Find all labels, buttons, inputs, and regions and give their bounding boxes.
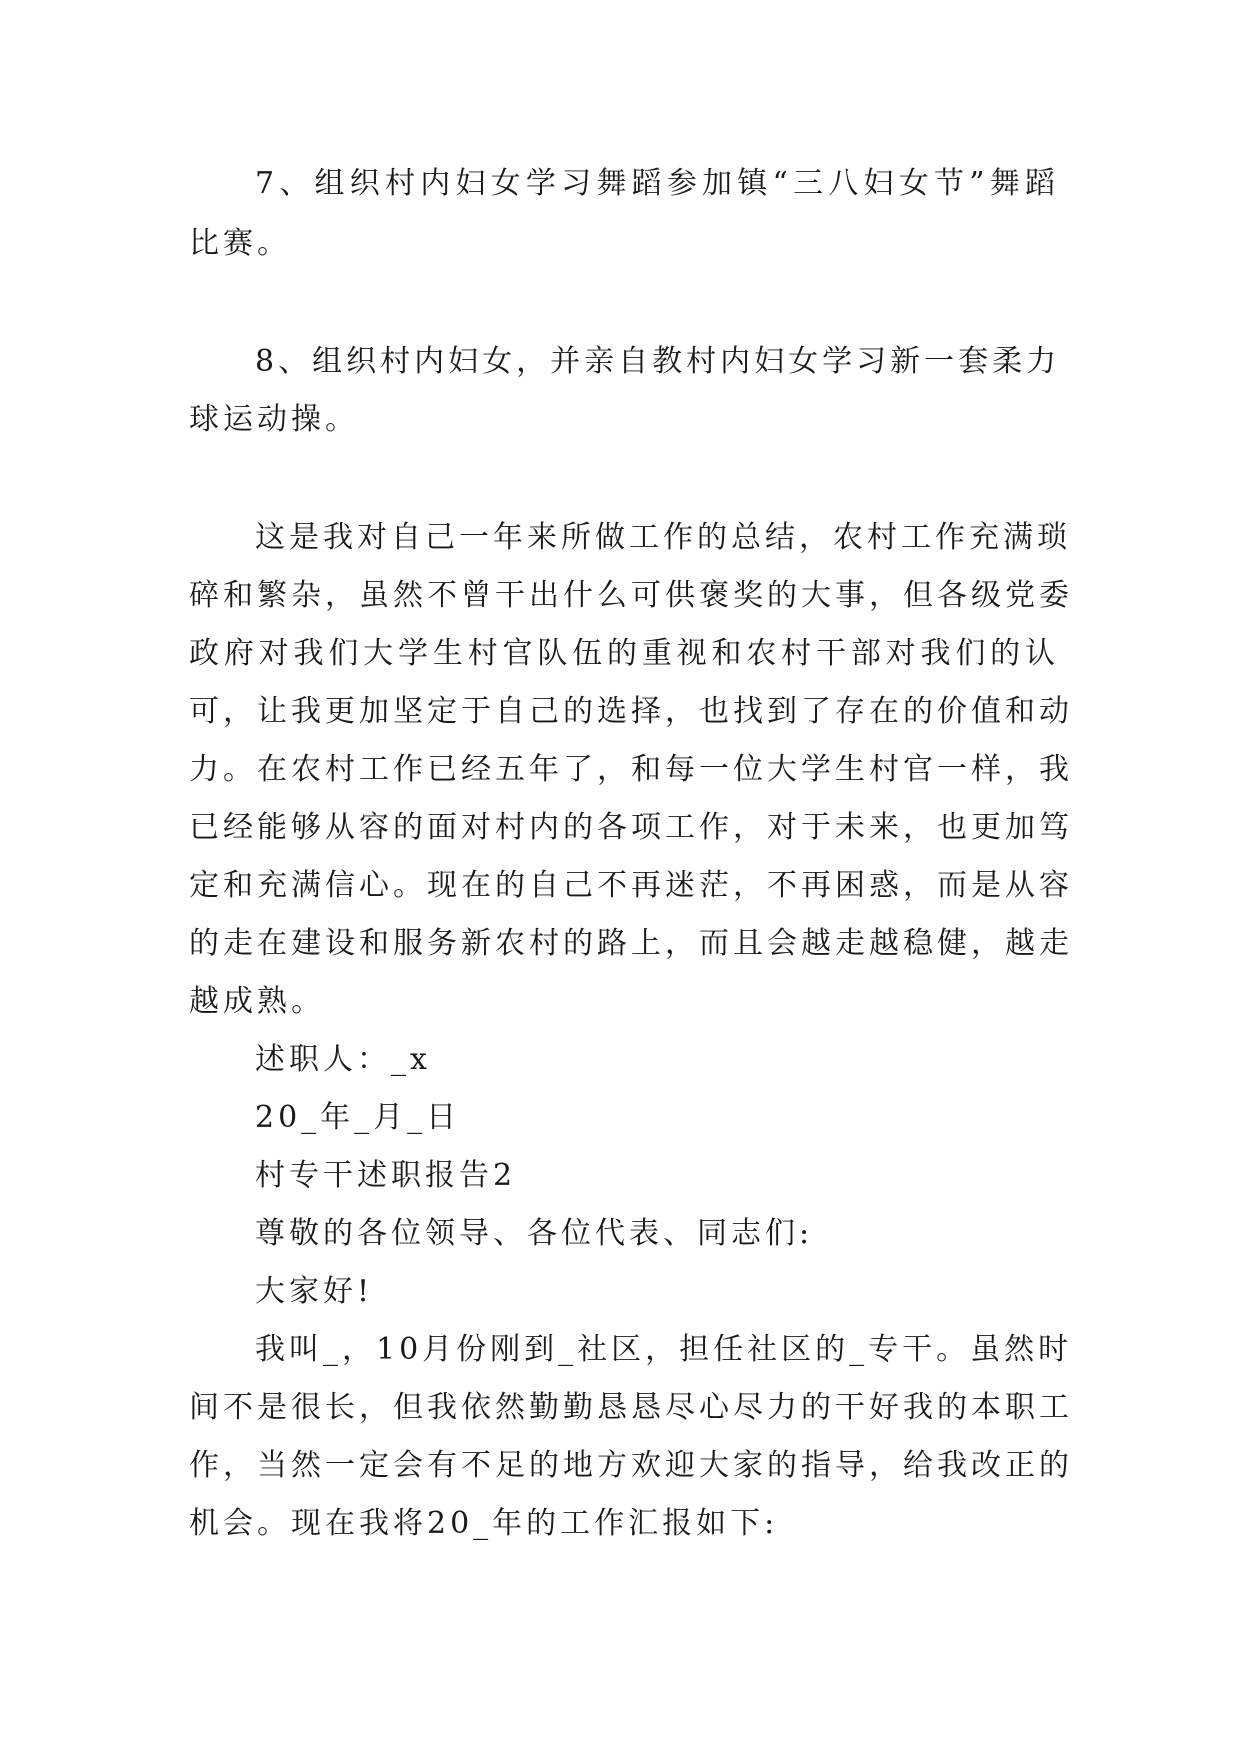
paragraph-line: 的走在建设和服务新农村的路上，而且会越走越稳健，越走 xyxy=(189,926,1073,961)
paragraph-line: 间不是很长，但我依然勤勤恳恳尽心尽力的干好我的本职工 xyxy=(189,1390,1073,1425)
paragraph-line: 8、组织村内妇女，并亲自教村内妇女学习新一套柔力 xyxy=(255,344,1061,379)
paragraph-line: 作，当然一定会有不足的地方欢迎大家的指导，给我改正的 xyxy=(189,1448,1073,1483)
paragraph-line: 越成熟。 xyxy=(189,984,325,1019)
paragraph-line: 已经能够从容的面对村内的各项工作，对于未来，也更加笃 xyxy=(189,810,1073,845)
paragraph-line: 定和充满信心。现在的自己不再迷茫，不再困惑，而是从容 xyxy=(189,868,1073,903)
salutation-line: 尊敬的各位领导、各位代表、同志们: xyxy=(255,1216,814,1251)
date-line: 20_年_月_日 xyxy=(255,1100,461,1135)
paragraph-line: 球运动操。 xyxy=(189,402,359,437)
section-title: 村专干述职报告2 xyxy=(255,1158,517,1193)
signature-line: 述职人：_x xyxy=(255,1042,431,1077)
paragraph-line: 可，让我更加坚定于自己的选择，也找到了存在的价值和动 xyxy=(189,694,1073,729)
paragraph-line: 政府对我们大学生村官队伍的重视和农村干部对我们的认 xyxy=(189,636,1059,671)
paragraph-line: 碎和繁杂，虽然不曾干出什么可供褒奖的大事，但各级党委 xyxy=(189,578,1073,613)
paragraph-line: 机会。现在我将20_年的工作汇报如下: xyxy=(189,1506,779,1541)
greeting-line: 大家好! xyxy=(255,1274,374,1309)
paragraph-line: 力。在农村工作已经五年了，和每一位大学生村官一样，我 xyxy=(189,752,1073,787)
paragraph-line: 7、组织村内妇女学习舞蹈参加镇“三八妇女节”舞蹈 xyxy=(255,166,1059,201)
paragraph-line: 我叫_，10月份刚到_社区，担任社区的_专干。虽然时 xyxy=(255,1332,1073,1367)
paragraph-line: 这是我对自己一年来所做工作的总结，农村工作充满琐 xyxy=(255,520,1071,555)
paragraph-line: 比赛。 xyxy=(189,226,291,261)
